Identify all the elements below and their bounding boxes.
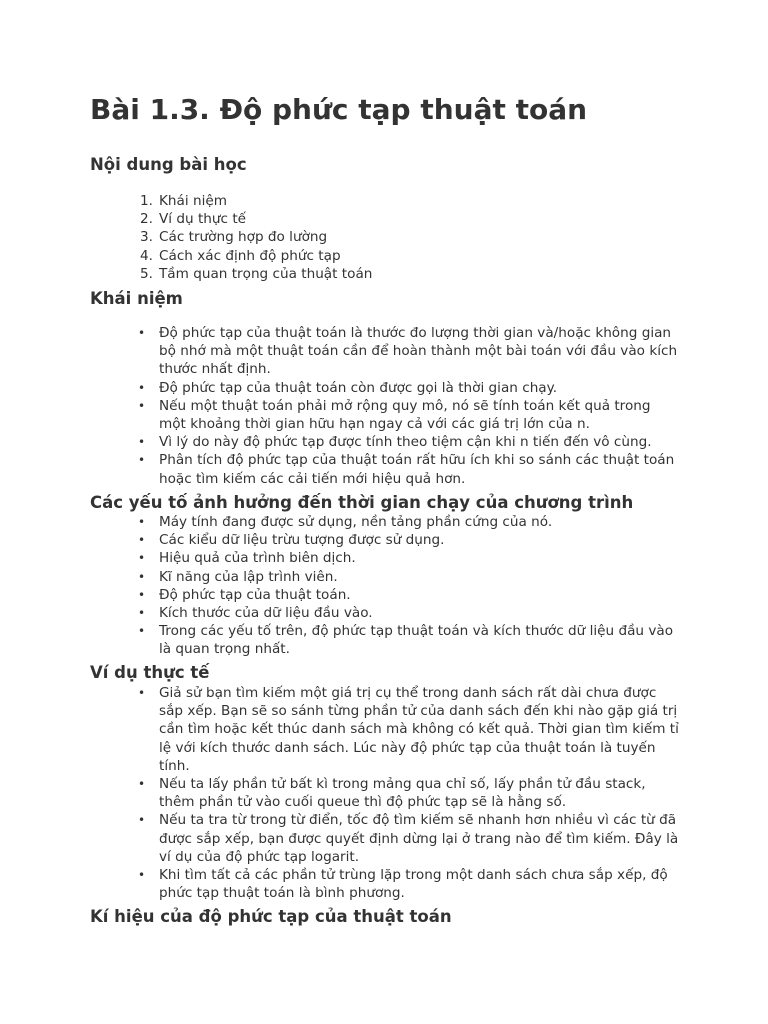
bullet-icon: • [138, 606, 146, 621]
list-item: 5. Tầm quan trọng của thuật toán [140, 265, 373, 282]
bullet-icon: • [138, 435, 146, 450]
list-item: • Phân tích độ phức tạp của thuật toán rất hữu ích khi so sánh các thuật toán hoặc tìm kiếm các cải tiến mới hiệu quả hơn. [138, 452, 675, 487]
list-item: 1. Khái niệm [140, 193, 227, 209]
bullet-icon: • [138, 777, 146, 792]
heading-notation: Kí hiệu của độ phức tạp của thuật toán [90, 907, 452, 926]
heading-examples: Ví dụ thực tế [90, 663, 210, 682]
list-item: • Các kiểu dữ liệu trừu tượng được sử dụng. [138, 532, 445, 549]
heading-contents: Nội dung bài học [90, 155, 247, 174]
list-item: • Vì lý do này độ phức tạp được tính theo tiệm cận khi n tiến đến vô cùng. [138, 434, 652, 451]
bullet-icon: • [138, 380, 146, 395]
bullet-icon: • [138, 813, 146, 828]
contents-list [135, 192, 680, 283]
page-title: Bài 1.3. Độ phức tạp thuật toán [90, 93, 588, 126]
concept-list [135, 324, 680, 488]
list-item: • Hiệu quả của trình biên dịch. [138, 550, 356, 567]
list-item: • Độ phức tạp của thuật toán là thước đo lượng thời gian và/hoặc không gian bộ nhớ mà một thuật toán cần để hoàn thành một bài toán với đầu vào kích thước nhất định. [138, 325, 678, 378]
bullet-icon: • [138, 515, 146, 529]
bullet-icon: • [138, 868, 146, 883]
bullet-icon: • [138, 453, 146, 468]
list-item: • Khi tìm tất cả các phần tử trùng lặp trong một danh sách chưa sắp xếp, độ phức tạp thuật toán là bình phương. [138, 867, 668, 902]
list-item: • Giả sử bạn tìm kiếm một giá trị cụ thể trong danh sách rất dài chưa được sắp xếp. Bạn sẽ so sánh từng phần tử của danh sách đến khi nào gặp giá trị cần tìm hoặc kết thúc danh sách mà không có kết quả. Thời gian tìm kiếm tỉ lệ với kích thước danh sách. Lúc này độ phức tạp của thuật toán là tuyến tính. [138, 685, 679, 774]
list-item: • Nếu một thuật toán phải mở rộng quy mô, nó sẽ tính toán kết quả trong một khoảng thời gian hữu hạn ngay cả với các giá trị lớn của n. [138, 397, 651, 433]
list-item: 2. Ví dụ thực tế [140, 211, 247, 228]
bullet-icon: • [138, 569, 146, 584]
list-item: • Máy tính đang được sử dụng, nền tảng phần cứng của nó. [138, 514, 553, 530]
list-item: 3. Các trường hợp đo lường [140, 229, 328, 246]
list-item: • Kĩ năng của lập trình viên. [138, 568, 338, 585]
examples-list [135, 684, 680, 902]
heading-factors: Các yếu tố ảnh hưởng đến thời gian chạy của chương trình [90, 493, 634, 512]
list-item: • Độ phức tạp của thuật toán. [138, 586, 351, 603]
list-item: • Kích thước của dữ liệu đầu vào. [138, 605, 373, 622]
bullet-icon: • [138, 326, 146, 340]
heading-concept: Khái niệm [90, 289, 183, 308]
bullet-icon: • [138, 686, 146, 700]
list-item: 4. Cách xác định độ phức tạp [140, 247, 341, 264]
bullet-icon: • [138, 624, 146, 639]
bullet-icon: • [138, 533, 146, 548]
list-item: • Nếu ta tra từ trong từ điển, tốc độ tìm kiếm sẽ nhanh hơn nhiều vì các từ đã được sắp xếp, bạn được quyết định dừng lại ở trang nào để tìm kiếm. Đây là ví dụ của độ phức tạp logarit. [138, 812, 679, 865]
list-item: • Độ phức tạp của thuật toán còn được gọi là thời gian chạy. [138, 379, 558, 396]
bullet-icon: • [138, 587, 146, 602]
bullet-icon: • [138, 398, 146, 413]
bullet-icon: • [138, 551, 146, 566]
list-item: • Trong các yếu tố trên, độ phức tạp thuật toán và kích thước dữ liệu đầu vào là quan trọng nhất. [138, 623, 674, 658]
list-item: • Nếu ta lấy phần tử bất kì trong mảng qua chỉ số, lấy phần tử đầu stack, thêm phần tử vào cuối queue thì độ phức tạp sẽ là hằng số. [138, 776, 646, 811]
factors-list [135, 513, 680, 659]
